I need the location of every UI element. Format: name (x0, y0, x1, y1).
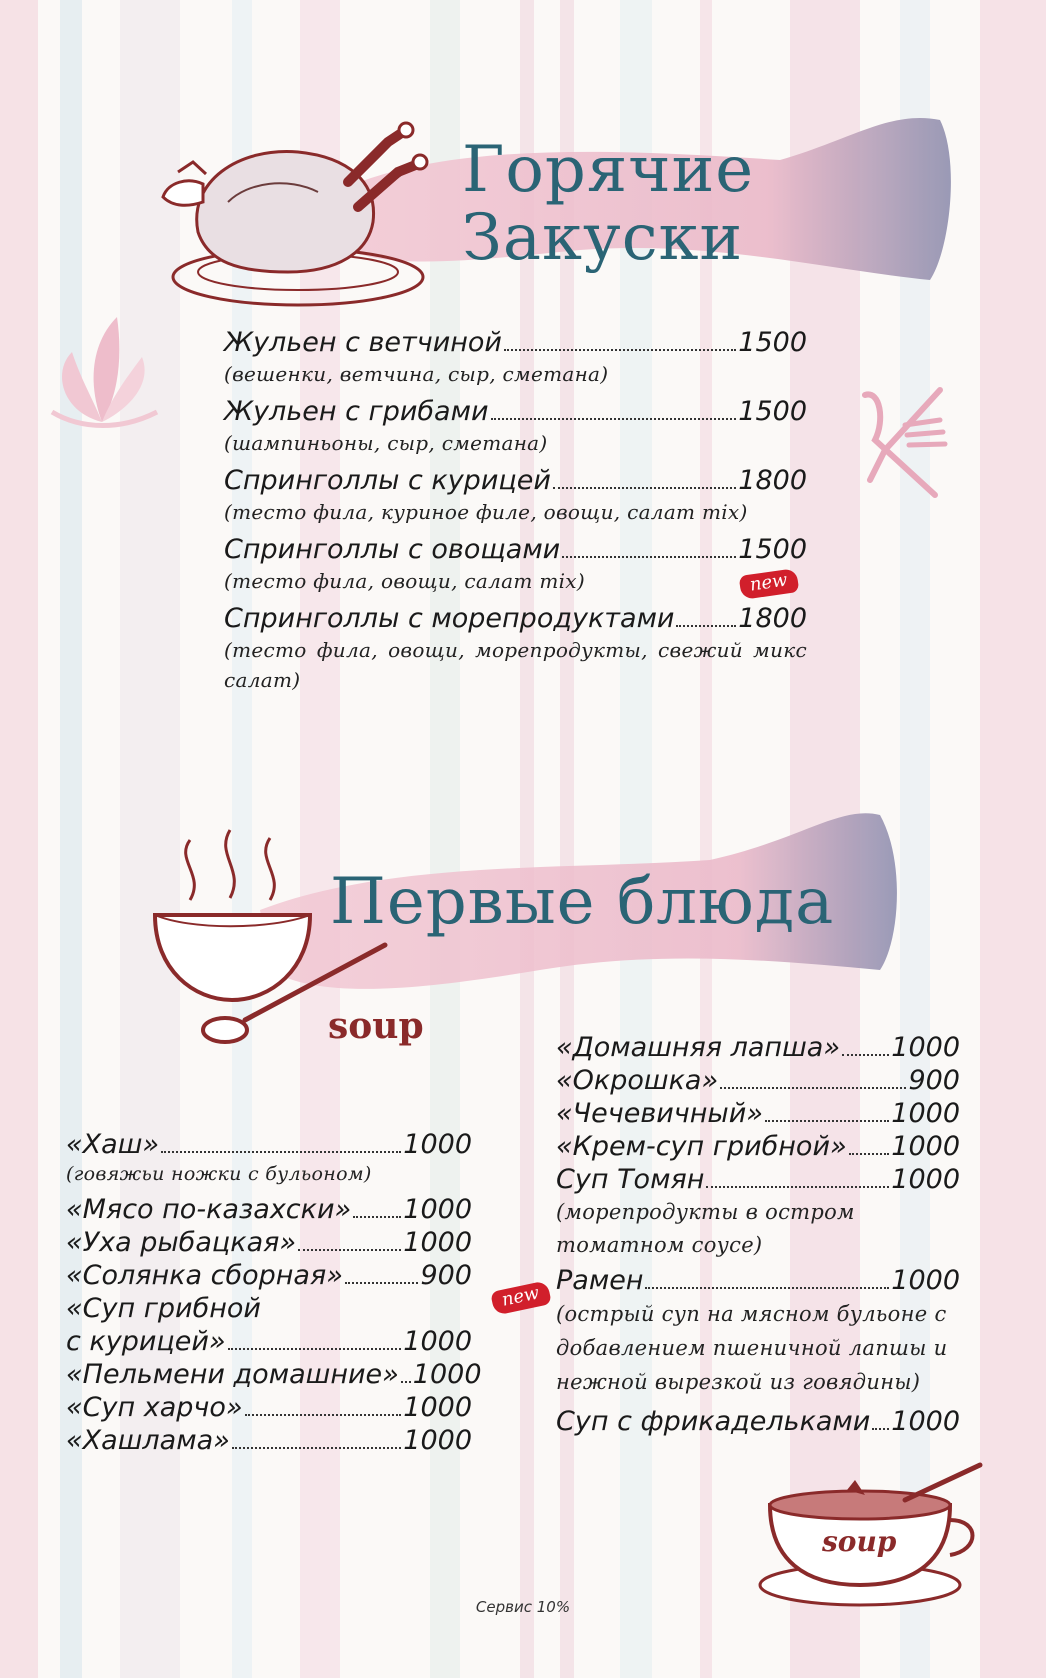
item-price: 1000 (891, 1406, 960, 1437)
item-price: 1000 (403, 1194, 472, 1225)
item-description: (говяжьи ножки с бульоном) (66, 1163, 372, 1185)
menu-item (224, 326, 807, 389)
item-price: 900 (908, 1065, 960, 1096)
item-name: «Крем-суп грибной» (556, 1131, 847, 1162)
menu-item (66, 1292, 472, 1358)
menu-item (556, 1264, 960, 1399)
item-description: (тесто фила, куриное филе, овощи, салат mix) (224, 500, 748, 524)
item-name-line1: «Суп грибной (66, 1293, 261, 1324)
item-price: 1000 (403, 1129, 472, 1160)
first-courses-left-menu (66, 1128, 482, 1457)
menu-item (66, 1193, 472, 1226)
item-name: «Суп харчо» (66, 1392, 243, 1423)
item-name: «Хаш» (66, 1129, 160, 1160)
menu-item (66, 1259, 472, 1292)
hot-snacks-title-line1: Горячие (462, 133, 755, 207)
item-name: Жульен с грибами (224, 396, 489, 427)
hot-snacks-menu (224, 326, 807, 695)
item-price: 1500 (738, 534, 807, 565)
menu-item (556, 1031, 960, 1064)
item-name: Суп с фрикадельками (556, 1406, 871, 1437)
item-price: 1000 (403, 1392, 472, 1423)
item-price: 1500 (738, 396, 807, 427)
item-price: 1500 (738, 327, 807, 358)
item-name: Жульен с ветчиной (224, 327, 502, 358)
item-name: «Мясо по-казахски» (66, 1194, 352, 1225)
item-price: 1000 (403, 1326, 472, 1357)
menu-item (66, 1128, 472, 1187)
fork-knife-icon (845, 380, 975, 510)
new-badge: new (490, 1280, 551, 1315)
first-courses-title: Первые блюда (330, 865, 835, 939)
item-name: «Окрошка» (556, 1065, 719, 1096)
item-description: (шампиньоны, сыр, сметана) (224, 431, 548, 455)
menu-item (224, 602, 807, 695)
menu-item (556, 1405, 960, 1438)
item-name: «Хашлама» (66, 1425, 230, 1456)
item-description: (тесто фила, овощи, морепродукты, свежий микс салат) (224, 638, 807, 692)
item-name: Спринголлы с курицей (224, 465, 551, 496)
hot-snacks-title-line2: Закуски (462, 201, 744, 275)
menu-item (224, 395, 807, 458)
menu-item (66, 1424, 472, 1457)
item-price: 1000 (891, 1131, 960, 1162)
item-name: «Чечевичный» (556, 1098, 763, 1129)
menu-item (556, 1163, 960, 1262)
menu-item (66, 1226, 472, 1259)
item-name: Спринголлы с овощами (224, 534, 561, 565)
item-description: (острый суп на мясном бульоне с добавлением пшеничной лапшы и нежной вырезкой из говядины) (556, 1302, 948, 1394)
item-name: «Солянка сборная» (66, 1260, 343, 1291)
menu-item (224, 464, 807, 527)
cup-label: soup (822, 1525, 897, 1558)
lotus-icon (42, 312, 162, 432)
item-name: с курицей» (66, 1326, 226, 1357)
item-price: 1800 (738, 465, 807, 496)
first-courses-right-menu (556, 1031, 960, 1438)
item-price: 1000 (403, 1425, 472, 1456)
item-name: Рамен (556, 1265, 644, 1296)
menu-item (556, 1064, 960, 1097)
item-name: «Пельмени домашние» (66, 1359, 399, 1390)
item-description: (тесто фила, овощи, салат mix) (224, 569, 585, 593)
item-name: Суп Томян (556, 1164, 705, 1195)
menu-item (556, 1097, 960, 1130)
item-price: 1000 (403, 1227, 472, 1258)
item-description: (вешенки, ветчина, сыр, сметана) (224, 362, 609, 386)
roast-chicken-icon (148, 112, 448, 312)
item-price: 1800 (738, 603, 807, 634)
item-price: 1000 (412, 1359, 482, 1390)
menu-item (556, 1130, 960, 1163)
item-price: 1000 (891, 1032, 960, 1063)
soup-label: soup (328, 1005, 424, 1047)
menu-item (66, 1391, 472, 1424)
item-price: 1000 (891, 1265, 960, 1296)
item-name: Спринголлы с морепродуктами (224, 603, 675, 634)
item-price: 1000 (891, 1098, 960, 1129)
item-price: 1000 (891, 1164, 960, 1195)
item-description: (морепродукты в остром томатном соусе) (556, 1200, 855, 1257)
menu-item (224, 533, 807, 596)
item-name: «Уха рыбацкая» (66, 1227, 297, 1258)
new-badge: new (739, 568, 799, 600)
menu-item (66, 1358, 482, 1391)
hot-snacks-title (462, 133, 755, 275)
service-charge-note: Сервис 10% (475, 1598, 571, 1616)
item-name: «Домашняя лапша» (556, 1032, 840, 1063)
item-price: 900 (420, 1260, 472, 1291)
